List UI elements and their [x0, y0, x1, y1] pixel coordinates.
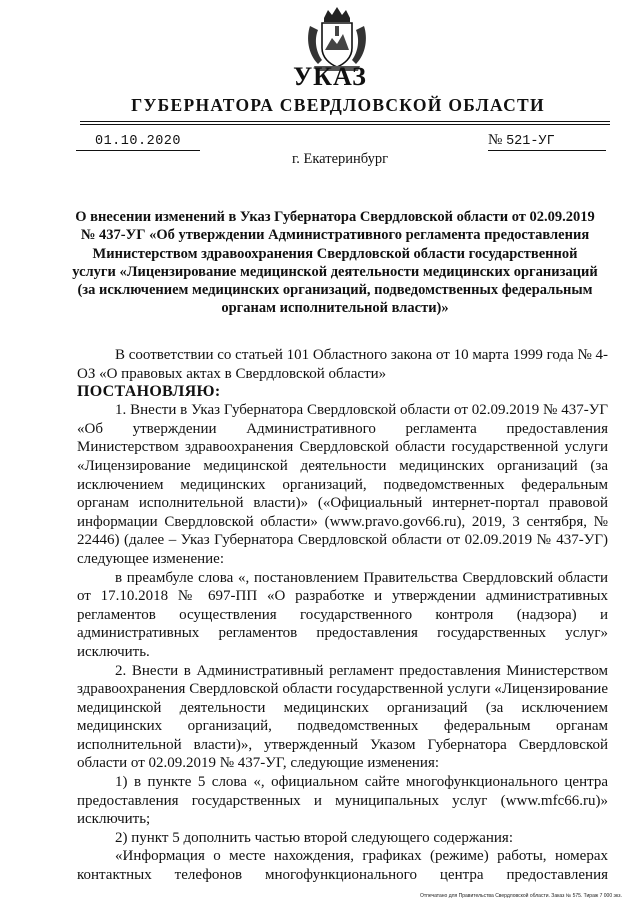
number-sign: №	[488, 132, 503, 148]
item-2-1-paragraph: 1) в пункте 5 слова «, официальном сайте многофункционального центра предоставления государственных и муниципальных услуг (www.mfc66.ru)» исключить;	[77, 774, 608, 828]
city-name: г. Екатеринбург	[291, 151, 389, 167]
item-2-2-paragraph: 2) пункт 5 дополнить частью второй следующего содержания:	[115, 829, 513, 846]
document-body	[77, 346, 608, 885]
preamble-paragraph: В соответствии со статьей 101 Областного закона от 10 марта 1999 года № 4-ОЗ «О правовых актах в Свердловской области»	[77, 347, 609, 382]
header-divider	[80, 121, 610, 122]
print-footer: Отпечатано для Правительства Свердловской области. Заказ № 575. Тираж 7 000 экз.	[420, 893, 622, 899]
item-2-2-text-paragraph: «Информация о месте нахождения, графиках (режиме) работы, номерах контактных телефонов многофункционального центра предоставления	[77, 848, 608, 884]
header-divider-thin	[80, 124, 610, 125]
item-2-paragraph: 2. Внести в Административный регламент предоставления Министерством здравоохранения Свердловской области государственной услуги «Лицензирование медицинской деятельности медицинских организаций (за исключением медицинских организаций, подведомственных федеральным органам исполнительной власти)», утвержденный Указом Губернатора Свердловской области от 02.09.2019 № 437-УГ, следующие изменения:	[77, 662, 608, 772]
document-date: 01.10.2020	[76, 134, 200, 151]
item-1-text-paragraph: в преамбуле слова «, постановлением Правительства Свердловский области от 17.10.2018 № 697-ПП «О разработке и утверждении административных регламентов осуществления государственного контроля (надзора) и административных регламентов предоставления государственных услуг» исключить.	[77, 569, 608, 660]
item-1-paragraph: 1. Внести в Указ Губернатора Свердловской области от 02.09.2019 № 437-УГ «Об утверждении Административного регламента предоставления Министерством здравоохранения Свердловской области государственной услуги «Лицензирование медицинской деятельности медицинских организаций (за исключением медицинских организаций, подведомственных федеральным органам исполнительной власти)» («Официальный интернет-портал правовой информации Свердловской области» (www.pravo.gov66.ru), 2019, 3 сентября, № 22446) (далее – Указ Губернатора Свердловской области от 02.09.2019 № 437-УГ) следующее изменение:	[77, 402, 608, 567]
document-heading: О внесении изменений в Указ Губернатора Свердловской области от 02.09.2019 № 437-УГ «Об утверждении Административного регламента предоставления Министерством здравоохранения Свердловской области государственной услуги «Лицензирование медицинской деятельности медицинских организаций (за исключением медицинских организаций, подведомственных федеральным органам исполнительной власти)»	[72, 209, 598, 317]
issuer-title: ГУБЕРНАТОРА СВЕРДЛОВСКОЙ ОБЛАСТИ	[131, 95, 545, 115]
number-value: 521-УГ	[506, 134, 555, 149]
decree-word: ПОСТАНОВЛЯЮ:	[77, 383, 221, 401]
document-number	[488, 132, 606, 151]
document-type-title: УКАЗ	[293, 62, 367, 91]
